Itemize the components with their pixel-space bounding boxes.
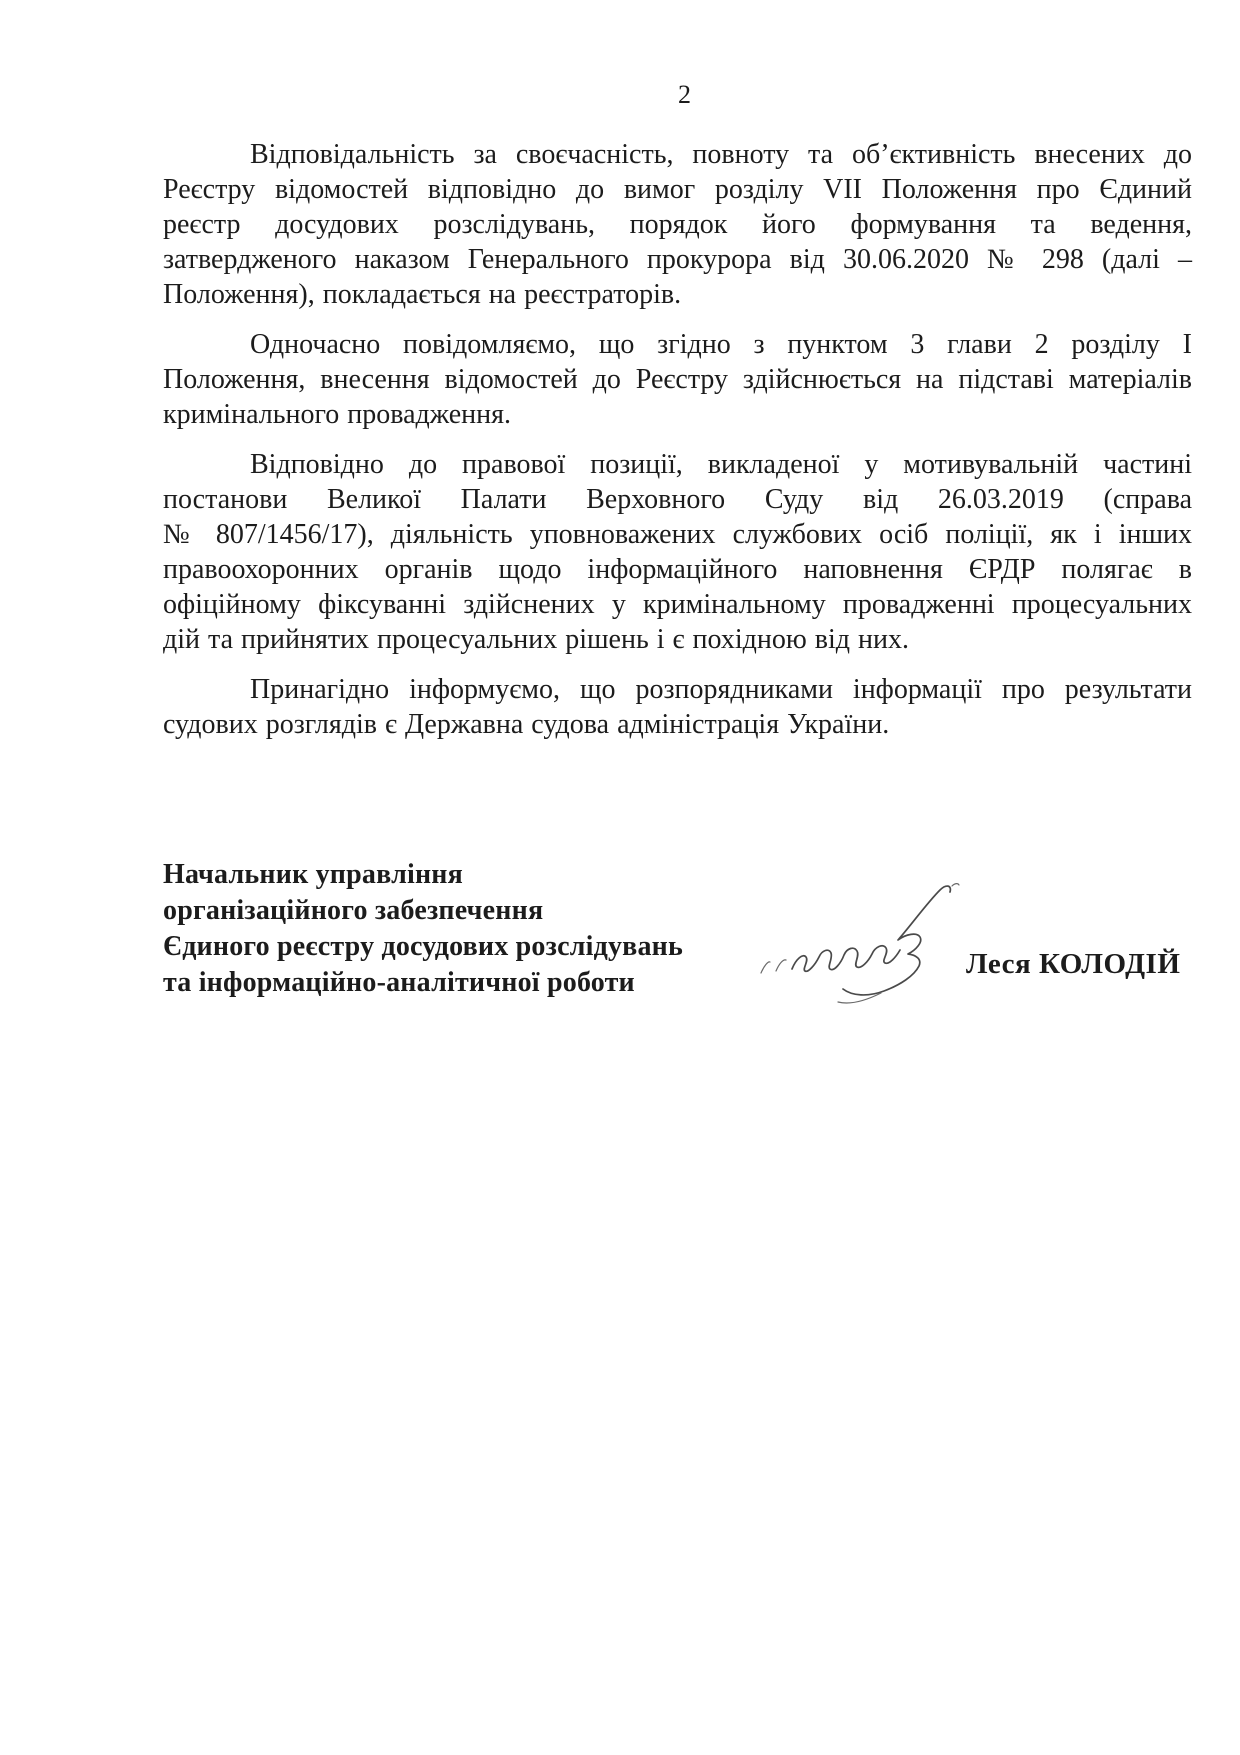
paragraph: [163, 447, 1192, 657]
text-line: судових розглядів є Державна судова адміністрація України.: [163, 709, 890, 740]
text-line: постанови Великої Палати Верховного Суду від 26.03.2019 (справа: [163, 484, 1192, 515]
text-line: Принагідно інформуємо, що розпорядниками інформації про результати: [250, 674, 1192, 705]
signer-name: Леся КОЛОДІЙ: [966, 948, 1181, 980]
signer-title-line: Єдиного реєстру досудових розслідувань: [163, 931, 684, 962]
signature-section: [163, 857, 1192, 1057]
text-line: кримінального провадження.: [163, 399, 512, 430]
text-line: Відповідно до правової позиції, викладеної у мотивувальній частині: [250, 449, 1192, 480]
text-line: Положення, внесення відомостей до Реєстру здійснюється на підставі матеріалів: [163, 364, 1192, 395]
text-line: офіційному фіксуванні здійснених у кримінальному провадженні процесуальних: [163, 589, 1192, 620]
signer-title-block: [163, 857, 683, 1001]
paragraph: [163, 137, 1192, 312]
text-line: № 807/1456/17), діяльність уповноважених службових осіб поліції, як і інших: [163, 519, 1192, 550]
handwritten-signature: [753, 876, 968, 1016]
paragraph: [163, 672, 1192, 742]
text-line: Положення), покладається на реєстраторів.: [163, 279, 682, 310]
text-line: правоохоронних органів щодо інформаційного наповнення ЄРДР полягає в: [163, 554, 1192, 585]
text-line: Відповідальність за своєчасність, повноту та об’єктивність внесених до: [250, 139, 1192, 170]
text-line: Реєстру відомостей відповідно до вимог розділу VII Положення про Єдиний: [163, 174, 1192, 205]
paragraph: [163, 327, 1192, 432]
text-line: дій та прийнятих процесуальних рішень і є похідною від них.: [163, 624, 909, 655]
text-line: затвердженого наказом Генерального прокурора від 30.06.2020 № 298 (далі –: [163, 244, 1192, 275]
text-line: реєстр досудових розслідувань, порядок його формування та ведення,: [163, 209, 1192, 240]
signer-title-line: та інформаційно-аналітичної роботи: [163, 967, 635, 998]
text-line: Одночасно повідомляємо, що згідно з пунктом 3 глави 2 розділу І: [250, 329, 1192, 360]
page-number: 2: [678, 80, 691, 109]
document-body: [163, 137, 1192, 757]
signer-title-line: Начальник управління: [163, 859, 463, 890]
signer-title-line: організаційного забезпечення: [163, 895, 544, 926]
